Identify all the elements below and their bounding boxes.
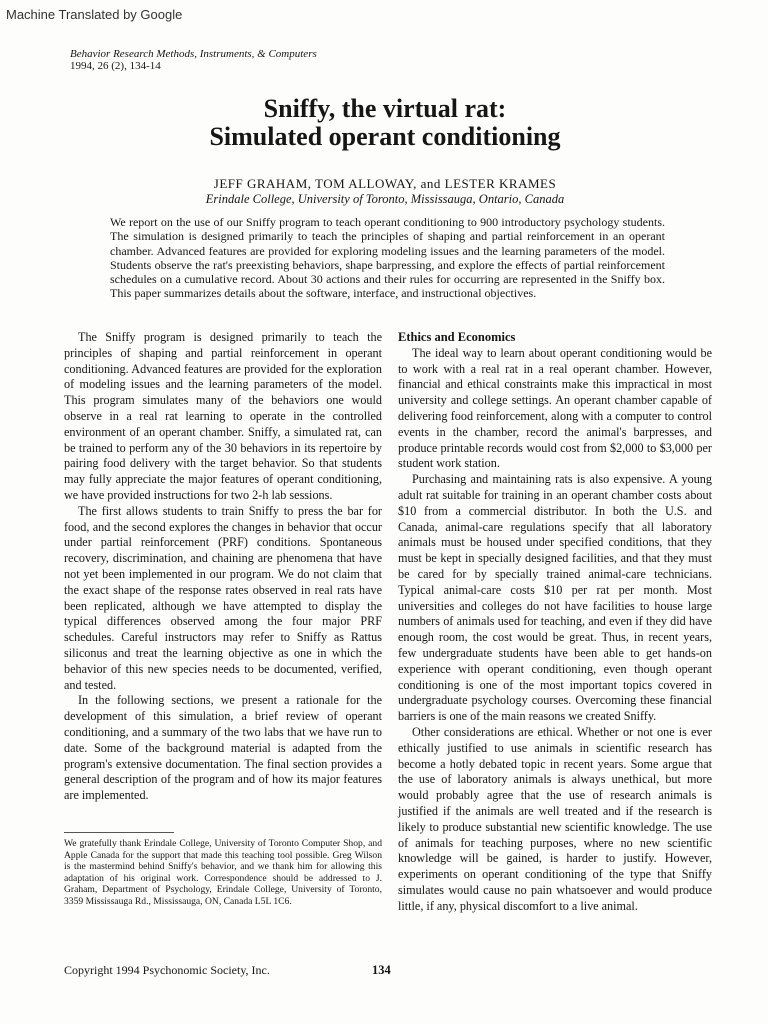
journal-header <box>70 48 317 72</box>
authors: JEFF GRAHAM, TOM ALLOWAY, and LESTER KRAMES <box>213 176 557 191</box>
title-line-1: Sniffy, the virtual rat: <box>263 94 507 123</box>
banner-text: Machine Translated by Google <box>6 7 183 22</box>
translation-banner <box>0 0 768 30</box>
copyright: Copyright 1994 Psychonomic Society, Inc. <box>64 963 270 977</box>
paragraph: The first allows students to train Sniffy to press the bar for food, and the second explores the changes in behavior that occur under partial reinforcement (PRF) conditions. Spontaneous recovery, discrimination, and chaining are phenomena that have not yet been implemented in our program. We do not claim that the exact shape of the response rates observed in real rats have been replicated, although we have attempted to display the typical differences observed among the four major PRF schedules. Careful instructors may refer to Sniffy as Rattus siliconus and treat the learning objective as one in which the behavior of this new species needs to be documented, verified, and tested. <box>64 503 382 692</box>
footnote-divider <box>64 832 174 833</box>
right-column <box>398 330 712 914</box>
paragraph: The Sniffy program is designed primarily to teach the principles of shaping and partial reinforcement in operant conditioning. Advanced features are provided for the exploration of modeling issues and the learning parameters of the model. This program simulates many of the behaviors one would observe in a real rat learning to operate in the controlled environment of an operant chamber. Sniffy, a simulated rat, can be trained to perform any of the 30 behaviors in its repertoire by pairing food delivery with the target behavior. So that students may fully appreciate the major features of operant conditioning, we have provided instructions for two 2-h lab sessions. <box>64 330 382 502</box>
paragraph: In the following sections, we present a rationale for the development of this simulation, a brief review of operant conditioning, and a summary of the two labs that we have run to date. Some of the background material is adapted from the program's extensive documentation. The final section provides a general description of the program and of how its major features are implemented. <box>64 693 382 803</box>
title-line-2: Simulated operant conditioning <box>209 122 561 151</box>
affiliation: Erindale College, University of Toronto, Mississauga, Ontario, Canada <box>205 192 565 206</box>
journal-name: Behavior Research Methods, Instruments, & Computers <box>70 48 317 60</box>
paragraph: Purchasing and maintaining rats is also expensive. A young adult rat suitable for training in an operant chamber costs about $10 from a commercial distributor. In both the U.S. and Canada, animal-care regulations specify that all laboratory animals must be housed under specified conditions, that they must be kept in specially designed facilities, and that they must be cared for by specially trained animal-care technicians. Typical animal-care costs $10 per rat per month. Most universities and colleges do not have facilities to house large numbers of animals used for teaching, and even if they did have enough room, the cost would be great. Thus, in recent years, few undergraduate students have been able to get hands-on experience with operant conditioning, even though operant conditioning is one of the most important topics covered in undergraduate psychology courses. Overcoming these financial barriers is one of the main reasons we created Sniffy. <box>398 472 712 724</box>
paragraph: Other considerations are ethical. Whether or not one is ever ethically justified to use animals in scientific research has become a hotly debated topic in recent years. Some argue that the use of laboratory animals is always unethical, but more would probably agree that the use of research animals is justified if the animals are well treated and if the research is likely to produce substantial new scientific knowledge. The use of animals for teaching purposes, where no new scientific knowledge will be gained, is harder to justify. However, experiments on operant conditioning of the type that Sniffy simulates would cause no pain whatsoever and would produce little, if any, physical discomfort to a live animal. <box>398 724 712 913</box>
journal-citation: 1994, 26 (2), 134-14 <box>70 60 161 72</box>
footnote: We gratefully thank Erindale College, University of Toronto Computer Shop, and Apple Canada for the support that made this teaching tool possible. Greg Wilson is the mastermind behind Sniffy's behavior, and we thank him for allowing this adaptation of his original work. Correspondence should be addressed to J. Graham, Department of Psychology, Erindale College, University of Toronto, 3359 Mississauga Rd., Mississauga, ON, Canada L5L 1C6. <box>64 838 382 907</box>
paper-title <box>70 95 700 151</box>
left-column <box>64 330 382 804</box>
page-number: 134 <box>372 963 391 977</box>
abstract: We report on the use of our Sniffy program to teach operant conditioning to 900 introductory psychology students. The simulation is designed primarily to teach the principles of shaping and partial reinforcement in an operant chamber. Advanced features are provided for exploring modeling issues and the learning parameters of the model. Students observe the rat's preexisting behaviors, shape barpressing, and explore the effects of partial reinforcement schedules on a cumulative record. About 30 actions and their rules for occurring are represented in the Sniffy box. This paper summarizes details about the software, interface, and instructional objectives. <box>110 215 665 301</box>
section-heading: Ethics and Economics <box>398 330 516 344</box>
paragraph: The ideal way to learn about operant conditioning would be to work with a real rat in a real operant chamber. However, financial and ethical constraints make this impractical in most university and college settings. An operant chamber capable of delivering food reinforcement, along with a computer to control events in the chamber, record the animal's barpresses, and produce printable records would cost from $2,000 to $3,000 per student work station. <box>398 345 712 471</box>
